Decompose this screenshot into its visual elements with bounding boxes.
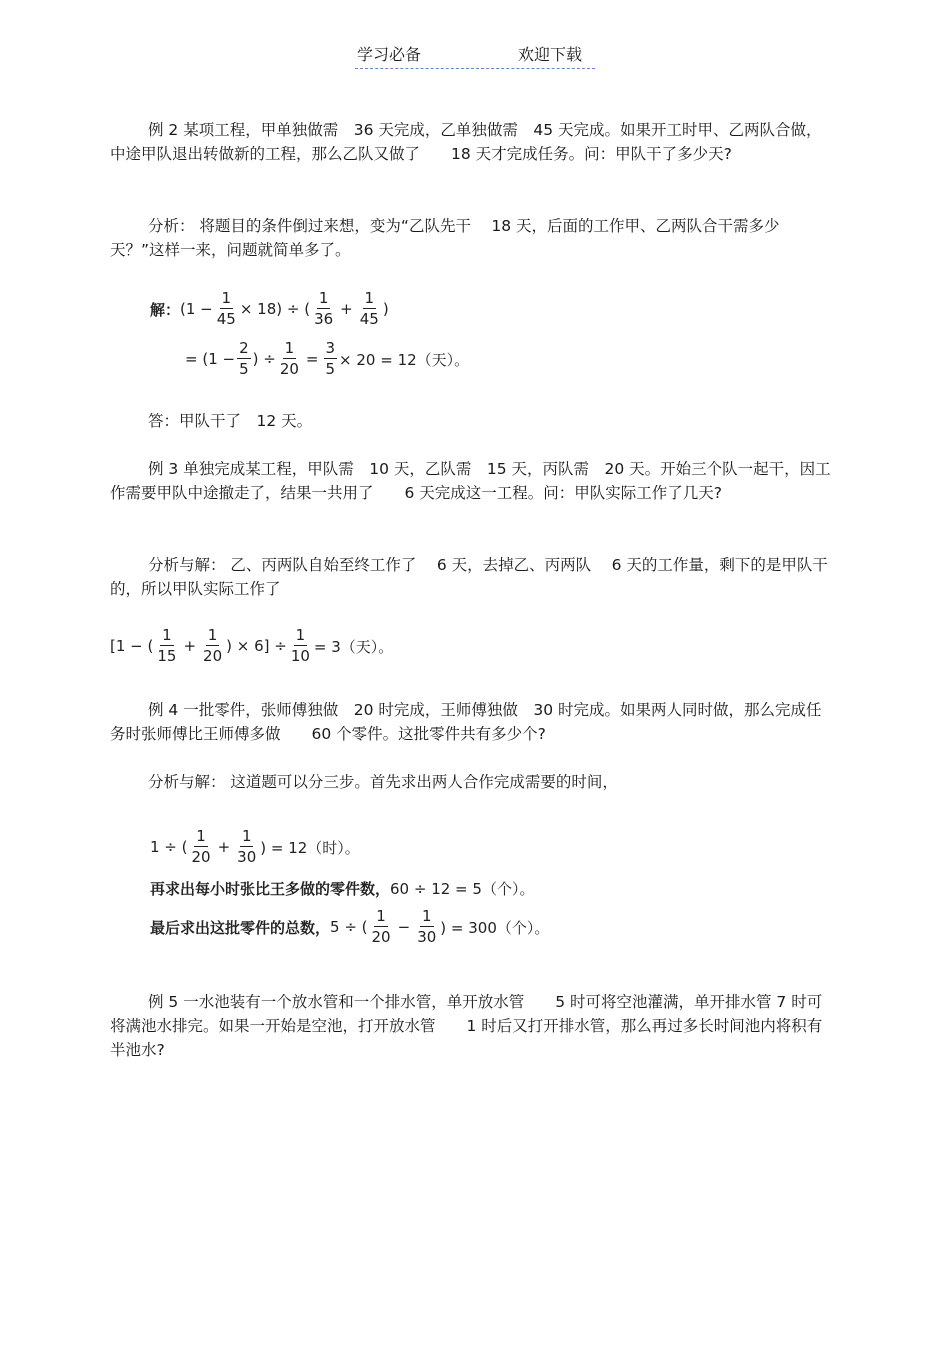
- example-3-problem: 例 3 单独完成某工程，甲队需 10 天，乙队需 15 天，丙队需 20 天。开始三个队一起干，因工作需要甲队中途撤走了，结果一共用了 6 天完成这一工程。问：甲队实际工作了几天?: [110, 460, 831, 502]
- numerator: 1: [421, 907, 432, 925]
- numerator: 3: [325, 339, 336, 357]
- math-text: ) ÷: [252, 350, 276, 368]
- denominator: 30: [417, 928, 437, 946]
- example-2-problem: 例 2 某项工程，甲单独做需 36 天完成，乙单独做需 45 天完成。如果开工时甲、乙两队合做，中途甲队退出转做新的工程，那么乙队又做了 18 天才完成任务。问：甲队干了多少天?: [110, 121, 822, 163]
- math-operator: −: [397, 918, 411, 936]
- denominator: 5: [325, 360, 336, 378]
- math-text: ) = 300（个）。: [440, 918, 550, 937]
- denominator: 45: [359, 310, 379, 328]
- denominator: 20: [279, 360, 299, 378]
- example-4-step-3: [150, 909, 549, 945]
- fraction: [237, 341, 251, 377]
- fraction: [215, 291, 238, 327]
- math-text: × 18) ÷ (: [239, 300, 311, 318]
- math-operator: =: [305, 350, 319, 368]
- numerator: 1: [207, 626, 218, 644]
- step-text: 再求出每小时张比王多做的零件数，: [150, 880, 391, 898]
- step-text: 最后求出这批零件的总数，: [150, 918, 331, 937]
- math-text: 60 ÷ 12 = 5（个）。: [390, 880, 535, 898]
- math-text: ) × 6] ÷: [226, 637, 287, 655]
- denominator: 20: [371, 928, 391, 946]
- denominator: 5: [239, 360, 249, 378]
- example-4-step-2: [150, 878, 534, 899]
- denominator: 20: [191, 848, 211, 866]
- fraction: [324, 341, 338, 377]
- numerator: 1: [162, 626, 172, 644]
- math-text: (1 −: [180, 300, 213, 318]
- fraction: [201, 628, 224, 664]
- denominator: 36: [314, 310, 334, 328]
- fraction: [415, 909, 438, 945]
- numerator: 1: [376, 907, 386, 925]
- example-2-solution-line-2: [185, 341, 469, 377]
- math-operator: +: [217, 838, 231, 856]
- fraction: [235, 829, 258, 865]
- math-text: = 3（天）。: [313, 637, 394, 656]
- math-operator: +: [340, 300, 353, 318]
- example-3-formula: [110, 628, 393, 664]
- fraction: [312, 291, 335, 327]
- solution-label: 解：: [150, 300, 181, 319]
- fraction: [190, 829, 213, 865]
- example-4-step-1: [150, 829, 360, 865]
- example-3-analysis: 分析与解： 乙、丙两队自始至终工作了 6 天，去掉乙、丙两队 6 天的工作量，剩下的是甲队干的，所以甲队实际工作了: [110, 556, 828, 598]
- example-5-problem: 例 5 一水池装有一个放水管和一个排水管，单开放水管 5 时可将空池灌满，单开排水管 7 时可将满池水排完。如果一开始是空池，打开放水管 1 时后又打开排水管，那么再过多长时间池内将积有半池水?: [110, 993, 823, 1059]
- numerator: 1: [295, 626, 306, 644]
- fraction: [278, 341, 301, 377]
- math-text: [1 − (: [110, 637, 154, 655]
- math-operator: +: [183, 637, 197, 655]
- math-text: ) = 12（时）。: [260, 838, 360, 857]
- denominator: 45: [216, 310, 236, 328]
- example-2-solution-line-1: [150, 291, 389, 327]
- math-text: ): [382, 300, 389, 318]
- fraction: [358, 291, 381, 327]
- numerator: 1: [221, 289, 232, 307]
- denominator: 15: [157, 647, 177, 665]
- numerator: 1: [196, 827, 206, 845]
- header-left-text: 学习必备: [357, 45, 422, 64]
- numerator: 1: [241, 827, 252, 845]
- example-4-problem: 例 4 一批零件，张师傅独做 20 时完成，王师傅独做 30 时完成。如果两人同时做，那么完成任务时张师傅比王师傅多做 60 个零件。这批零件共有多少个?: [110, 701, 822, 743]
- page-header: [355, 40, 595, 69]
- numerator: 2: [239, 339, 249, 357]
- example-2-analysis: 分析： 将题目的条件倒过来想，变为“乙队先干 18 天，后面的工作甲、乙两队合干需多少天？”这样一来，问题就简单多了。: [110, 217, 780, 259]
- fraction: [289, 628, 312, 664]
- denominator: 10: [290, 647, 310, 665]
- denominator: 30: [237, 848, 257, 866]
- numerator: 1: [318, 289, 329, 307]
- math-text: 1 ÷ (: [150, 838, 188, 856]
- example-2-answer: 答：甲队干了 12 天。: [148, 412, 313, 430]
- math-text: 5 ÷ (: [330, 918, 368, 936]
- header-right-text: 欢迎下载: [518, 45, 583, 64]
- fraction: [370, 909, 393, 945]
- fraction: [155, 628, 178, 664]
- example-4-analysis: 分析与解： 这道题可以分三步。首先求出两人合作完成需要的时间，: [148, 773, 618, 791]
- math-text: = (1 −: [185, 350, 236, 368]
- math-text: × 20 = 12（天）。: [339, 350, 470, 369]
- denominator: 20: [203, 647, 223, 665]
- numerator: 1: [364, 289, 375, 307]
- numerator: 1: [284, 339, 295, 357]
